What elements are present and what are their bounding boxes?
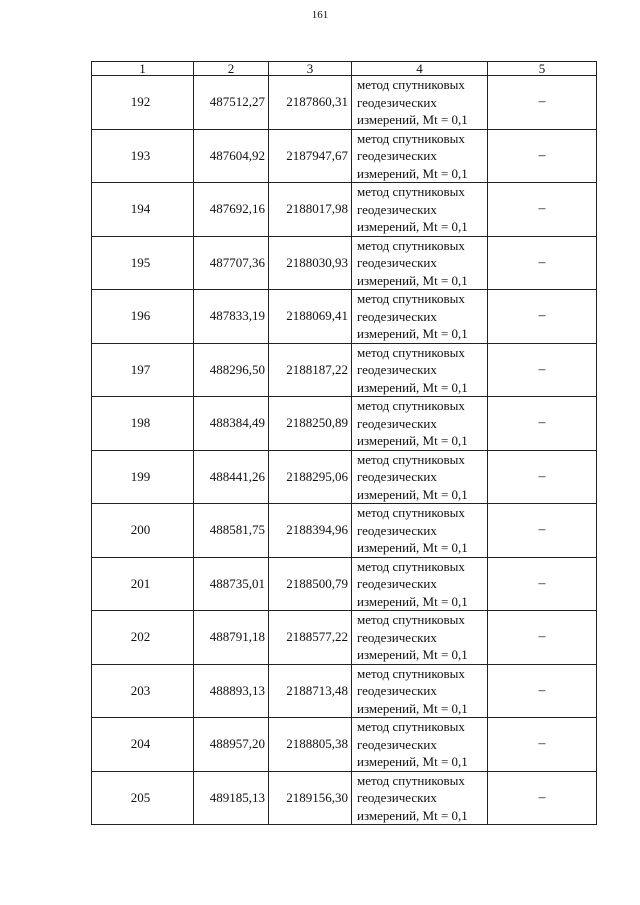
method-line: метод спутниковых bbox=[357, 612, 465, 627]
table-row bbox=[92, 290, 597, 344]
table-row bbox=[92, 76, 597, 130]
table-row bbox=[92, 718, 597, 772]
x-coordinate-cell: 487604,92 bbox=[194, 129, 269, 183]
table-row bbox=[92, 236, 597, 290]
method-line: измерений, Mt = 0,1 bbox=[357, 379, 468, 395]
point-number-cell: 204 bbox=[92, 718, 194, 772]
table-row bbox=[92, 611, 597, 665]
header-row bbox=[92, 62, 597, 76]
note-cell: – bbox=[488, 664, 597, 718]
method-line: геодезических bbox=[357, 308, 437, 324]
method-line: геодезических bbox=[357, 576, 437, 591]
note-cell: – bbox=[488, 557, 597, 611]
table-row bbox=[92, 771, 597, 825]
method-cell bbox=[352, 718, 488, 772]
method-line: геодезических bbox=[357, 736, 437, 752]
method-line: геодезических bbox=[357, 362, 437, 377]
column-header-3: 3 bbox=[269, 62, 352, 76]
y-coordinate-cell: 2187947,67 bbox=[269, 129, 352, 183]
point-number-cell: 203 bbox=[92, 664, 194, 718]
note-cell: – bbox=[488, 129, 597, 183]
column-header-2: 2 bbox=[194, 62, 269, 76]
method-line: измерений, Mt = 0,1 bbox=[357, 540, 468, 555]
method-line: измерений, Mt = 0,1 bbox=[357, 647, 468, 662]
table-row bbox=[92, 664, 597, 718]
method-cell bbox=[352, 664, 488, 718]
x-coordinate-cell: 487512,27 bbox=[194, 76, 269, 130]
note-cell: – bbox=[488, 236, 597, 290]
method-cell bbox=[352, 129, 488, 183]
x-coordinate-cell: 487707,36 bbox=[194, 236, 269, 290]
note-cell: – bbox=[488, 611, 597, 665]
table-row bbox=[92, 450, 597, 504]
method-cell bbox=[352, 557, 488, 611]
note-cell: – bbox=[488, 771, 597, 825]
method-cell bbox=[352, 76, 488, 130]
method-line: геодезических bbox=[357, 522, 437, 538]
point-number-cell: 198 bbox=[92, 397, 194, 451]
method-line: геодезических bbox=[357, 255, 437, 270]
note-cell: – bbox=[488, 76, 597, 130]
method-line: метод спутниковых bbox=[357, 184, 465, 199]
column-header-5: 5 bbox=[488, 62, 597, 76]
method-line: измерений, Mt = 0,1 bbox=[357, 700, 468, 716]
method-line: геодезических bbox=[357, 201, 437, 217]
method-line: метод спутниковых bbox=[357, 344, 465, 360]
method-line: измерений, Mt = 0,1 bbox=[357, 326, 468, 341]
method-cell bbox=[352, 290, 488, 344]
point-number-cell: 199 bbox=[92, 450, 194, 504]
method-line: измерений, Mt = 0,1 bbox=[357, 433, 468, 448]
x-coordinate-cell: 488893,13 bbox=[194, 664, 269, 718]
method-line: измерений, Mt = 0,1 bbox=[357, 754, 468, 769]
method-line: геодезических bbox=[357, 94, 437, 110]
y-coordinate-cell: 2188577,22 bbox=[269, 611, 352, 665]
point-number-cell: 195 bbox=[92, 236, 194, 290]
column-header-4: 4 bbox=[352, 62, 488, 76]
table-row bbox=[92, 397, 597, 451]
point-number-cell: 201 bbox=[92, 557, 194, 611]
table-row bbox=[92, 557, 597, 611]
method-line: измерений, Mt = 0,1 bbox=[357, 112, 468, 127]
y-coordinate-cell: 2188017,98 bbox=[269, 183, 352, 237]
y-coordinate-cell: 2188500,79 bbox=[269, 557, 352, 611]
x-coordinate-cell: 489185,13 bbox=[194, 771, 269, 825]
table-body bbox=[92, 76, 597, 825]
note-cell: – bbox=[488, 183, 597, 237]
method-cell bbox=[352, 771, 488, 825]
method-line: метод спутниковых bbox=[357, 77, 465, 92]
x-coordinate-cell: 487833,19 bbox=[194, 290, 269, 344]
method-cell bbox=[352, 397, 488, 451]
y-coordinate-cell: 2189156,30 bbox=[269, 771, 352, 825]
method-line: геодезических bbox=[357, 790, 437, 805]
method-cell bbox=[352, 236, 488, 290]
method-line: измерений, Mt = 0,1 bbox=[357, 486, 468, 502]
table-row bbox=[92, 504, 597, 558]
column-header-1: 1 bbox=[92, 62, 194, 76]
note-cell: – bbox=[488, 504, 597, 558]
method-line: измерений, Mt = 0,1 bbox=[357, 272, 468, 288]
y-coordinate-cell: 2188250,89 bbox=[269, 397, 352, 451]
method-line: метод спутниковых bbox=[357, 505, 465, 520]
point-number-cell: 196 bbox=[92, 290, 194, 344]
note-cell: – bbox=[488, 397, 597, 451]
method-line: геодезических bbox=[357, 148, 437, 163]
method-line: метод спутниковых bbox=[357, 237, 465, 253]
x-coordinate-cell: 488296,50 bbox=[194, 343, 269, 397]
x-coordinate-cell: 488735,01 bbox=[194, 557, 269, 611]
table-row bbox=[92, 129, 597, 183]
method-line: метод спутниковых bbox=[357, 130, 465, 146]
table-header bbox=[92, 62, 597, 76]
y-coordinate-cell: 2188394,96 bbox=[269, 504, 352, 558]
y-coordinate-cell: 2188030,93 bbox=[269, 236, 352, 290]
note-cell: – bbox=[488, 343, 597, 397]
y-coordinate-cell: 2188187,22 bbox=[269, 343, 352, 397]
point-number-cell: 193 bbox=[92, 129, 194, 183]
y-coordinate-cell: 2188713,48 bbox=[269, 664, 352, 718]
method-line: геодезических bbox=[357, 415, 437, 431]
table-row bbox=[92, 183, 597, 237]
y-coordinate-cell: 2188295,06 bbox=[269, 450, 352, 504]
x-coordinate-cell: 488791,18 bbox=[194, 611, 269, 665]
method-cell bbox=[352, 611, 488, 665]
point-number-cell: 202 bbox=[92, 611, 194, 665]
method-line: измерений, Mt = 0,1 bbox=[357, 593, 468, 609]
method-line: метод спутниковых bbox=[357, 291, 465, 306]
method-line: метод спутниковых bbox=[357, 558, 465, 574]
x-coordinate-cell: 488581,75 bbox=[194, 504, 269, 558]
page-number: 161 bbox=[311, 9, 329, 21]
y-coordinate-cell: 2187860,31 bbox=[269, 76, 352, 130]
point-number-cell: 194 bbox=[92, 183, 194, 237]
note-cell: – bbox=[488, 290, 597, 344]
x-coordinate-cell: 488441,26 bbox=[194, 450, 269, 504]
method-line: метод спутниковых bbox=[357, 719, 465, 734]
method-line: метод спутниковых bbox=[357, 451, 465, 467]
y-coordinate-cell: 2188069,41 bbox=[269, 290, 352, 344]
point-number-cell: 192 bbox=[92, 76, 194, 130]
method-cell bbox=[352, 343, 488, 397]
coordinates-table bbox=[91, 61, 597, 825]
method-line: метод спутниковых bbox=[357, 665, 465, 681]
method-line: геодезических bbox=[357, 469, 437, 484]
point-number-cell: 200 bbox=[92, 504, 194, 558]
method-line: метод спутниковых bbox=[357, 398, 465, 413]
method-line: геодезических bbox=[357, 629, 437, 645]
method-line: геодезических bbox=[357, 683, 437, 698]
x-coordinate-cell: 487692,16 bbox=[194, 183, 269, 237]
method-line: измерений, Mt = 0,1 bbox=[357, 219, 468, 234]
method-line: метод спутниковых bbox=[357, 772, 465, 788]
method-cell bbox=[352, 183, 488, 237]
point-number-cell: 197 bbox=[92, 343, 194, 397]
method-cell bbox=[352, 504, 488, 558]
note-cell: – bbox=[488, 718, 597, 772]
point-number-cell: 205 bbox=[92, 771, 194, 825]
x-coordinate-cell: 488384,49 bbox=[194, 397, 269, 451]
table-row bbox=[92, 343, 597, 397]
method-line: измерений, Mt = 0,1 bbox=[357, 165, 468, 181]
x-coordinate-cell: 488957,20 bbox=[194, 718, 269, 772]
note-cell: – bbox=[488, 450, 597, 504]
method-line: измерений, Mt = 0,1 bbox=[357, 807, 468, 823]
y-coordinate-cell: 2188805,38 bbox=[269, 718, 352, 772]
method-cell bbox=[352, 450, 488, 504]
